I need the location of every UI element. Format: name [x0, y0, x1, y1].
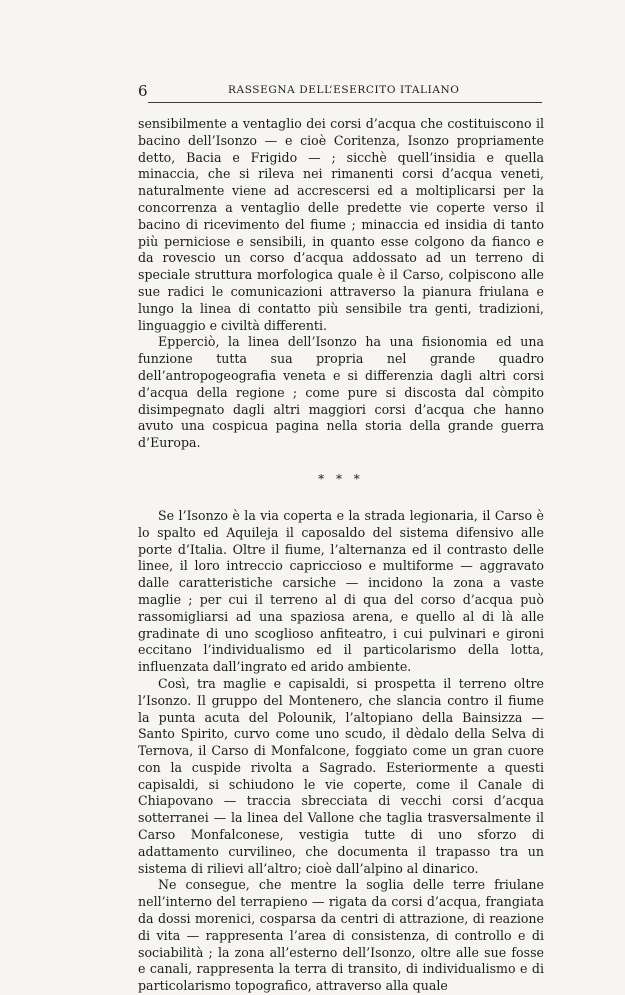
- running-header: [138, 82, 544, 100]
- page-number: 6: [138, 82, 148, 100]
- paragraph: Così, tra maglie e capisaldi, si prospetta il terreno oltre l’Isonzo. Il gruppo del Montenero, che slancia contro il fiume la punta acuta del Polounik, l’altopiano della Bainsizza — Santo Spirito, curvo come uno scudo, il dèdalo della Selva di Ternova, il Carso di Monfalcone, foggiato come un gran cuore con la cuspide rivolta a Sagrado. Esteriormente a questi capisaldi, si schiudono le vie coperte, come il Canale di Chiapovano — traccia sbrecciata di vecchi corsi d’acqua sotterranei — la linea del Vallone che taglia trasversalmente il Carso Monfalconese, vestigia tutte di uno sforzo di adattamento curvilineo, che documenta il trapasso tra un sistema di rilievi all’altro; cioè dall’alpino al dinarico.: [138, 675, 544, 876]
- paragraph: Ne consegue, che mentre la soglia delle terre friulane nell’interno del terrapieno — rigata da corsi d’acqua, frangiata da dossi morenici, cosparsa da centri di attrazione, di reazione di vita — rappresenta l’area di consistenza, di controllo e di sociabilità ; la zona all’esterno dell’Isonzo, oltre alle sue fosse e canali, rappresenta la terra di transito, di individualismo e di particolarismo topografico, attraverso alla quale: [138, 877, 544, 994]
- section-separator: * * *: [318, 471, 364, 486]
- paragraph: Se l’Isonzo è la via coperta e la strada legionaria, il Carso è lo spalto ed Aquileja il caposaldo del sistema difensivo alle porte d’Italia. Oltre il fiume, l’alternanza ed il contrasto delle linee, il loro intreccio capriccioso e multiforme — aggravato dalle caratteristiche carsiche — incidono la zona a vaste maglie ; per cui il terreno al di qua del corso d’acqua può rassomigliarsi ad una spaziosa arena, e quello al di là alle gradinate di uno scoglioso anfiteatro, i cui pulvinari e gironi eccitano l’individualismo ed il particolarismo della lotta, influenzata dall’ingrato ed arido ambiente.: [138, 507, 544, 675]
- running-title: RASSEGNA DELL’ESERCITO ITALIANO: [228, 84, 460, 96]
- paragraph: sensibilmente a ventaglio dei corsi d’acqua che costituiscono il bacino dell’Isonzo — e cioè Coritenza, Isonzo propriamente detto, Bacia e Frigido — ; sicchè quell’insidia e quella minaccia, che si rileva nei rimanenti corsi d’acqua veneti, naturalmente viene ad accrescersi ed a moltiplicarsi per la concorrenza a ventaglio delle predette vie coperte verso il bacino di ricevimento del fiume ; minaccia ed insidia di tanto più perniciose e sensibili, in quanto esse colgono da fianco e da rovescio un corso d’acqua addossato ad un terreno di speciale struttura morfologica quale è il Carso, colpiscono alle sue radici le comunicazioni attraverso la pianura friulana e lungo la linea di contatto più sensibile tra genti, tradizioni, linguaggio e civiltà differenti.: [138, 116, 544, 333]
- paragraph: Epperciò, la linea dell’Isonzo ha una fisionomia ed una funzione tutta sua propria nel grande quadro dell’antropogeografia veneta e si differenzia dagli altri corsi d’acqua della regione ; come pure si discosta dal còmpito disimpegnato dagli altri maggiori corsi d’acqua che hanno avuto una cospicua pagina nella storia della grande guerra d’Europa.: [138, 334, 544, 451]
- header-rule: [148, 102, 542, 103]
- page-body: [138, 116, 544, 995]
